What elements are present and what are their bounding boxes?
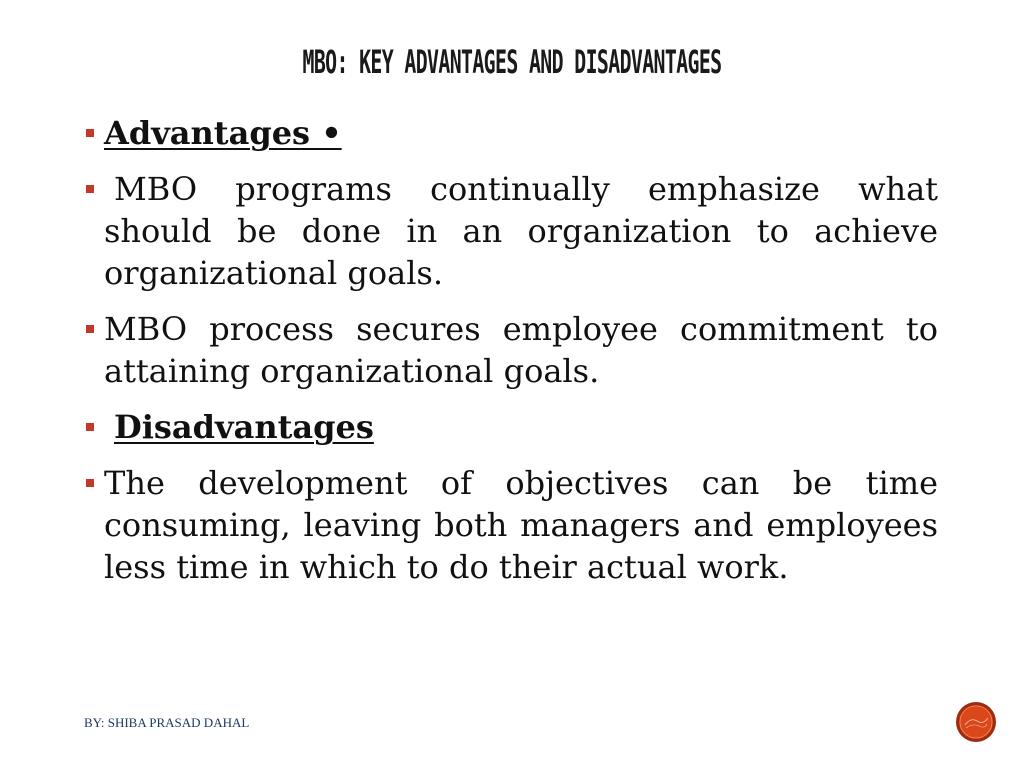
bullet-icon (86, 129, 94, 137)
list-item-advantages (104, 112, 938, 154)
bullet-icon (86, 325, 94, 333)
list-item (104, 462, 938, 588)
list-item-disadvantages (104, 406, 938, 448)
list-item (104, 308, 938, 392)
list-item-text: MBO programs continually emphasize what should be done in an organization to achieve organizational goals. (104, 170, 938, 292)
logo-inner-circle (959, 705, 993, 739)
bullet-icon (86, 479, 94, 487)
list-item-text: MBO process secures employee commitment to attaining organizational goals. (104, 310, 938, 390)
bullet-icon (86, 185, 94, 193)
logo-circle-icon (955, 701, 997, 743)
content-list (104, 112, 938, 588)
list-item-text: The development of objectives can be time consuming, leaving both managers and employees less time in which to do their actual work. (104, 464, 938, 586)
bullet-icon (86, 423, 94, 431)
heading-disadvantages: Disadvantages (114, 408, 374, 446)
slide-title: MBO: KEY ADVANTAGES AND DISADVANTAGES (302, 43, 722, 81)
heading-advantages: Advantages • (104, 114, 342, 152)
list-item (104, 168, 938, 294)
footer-author: BY: SHIBA PRASAD DAHAL (84, 715, 250, 730)
